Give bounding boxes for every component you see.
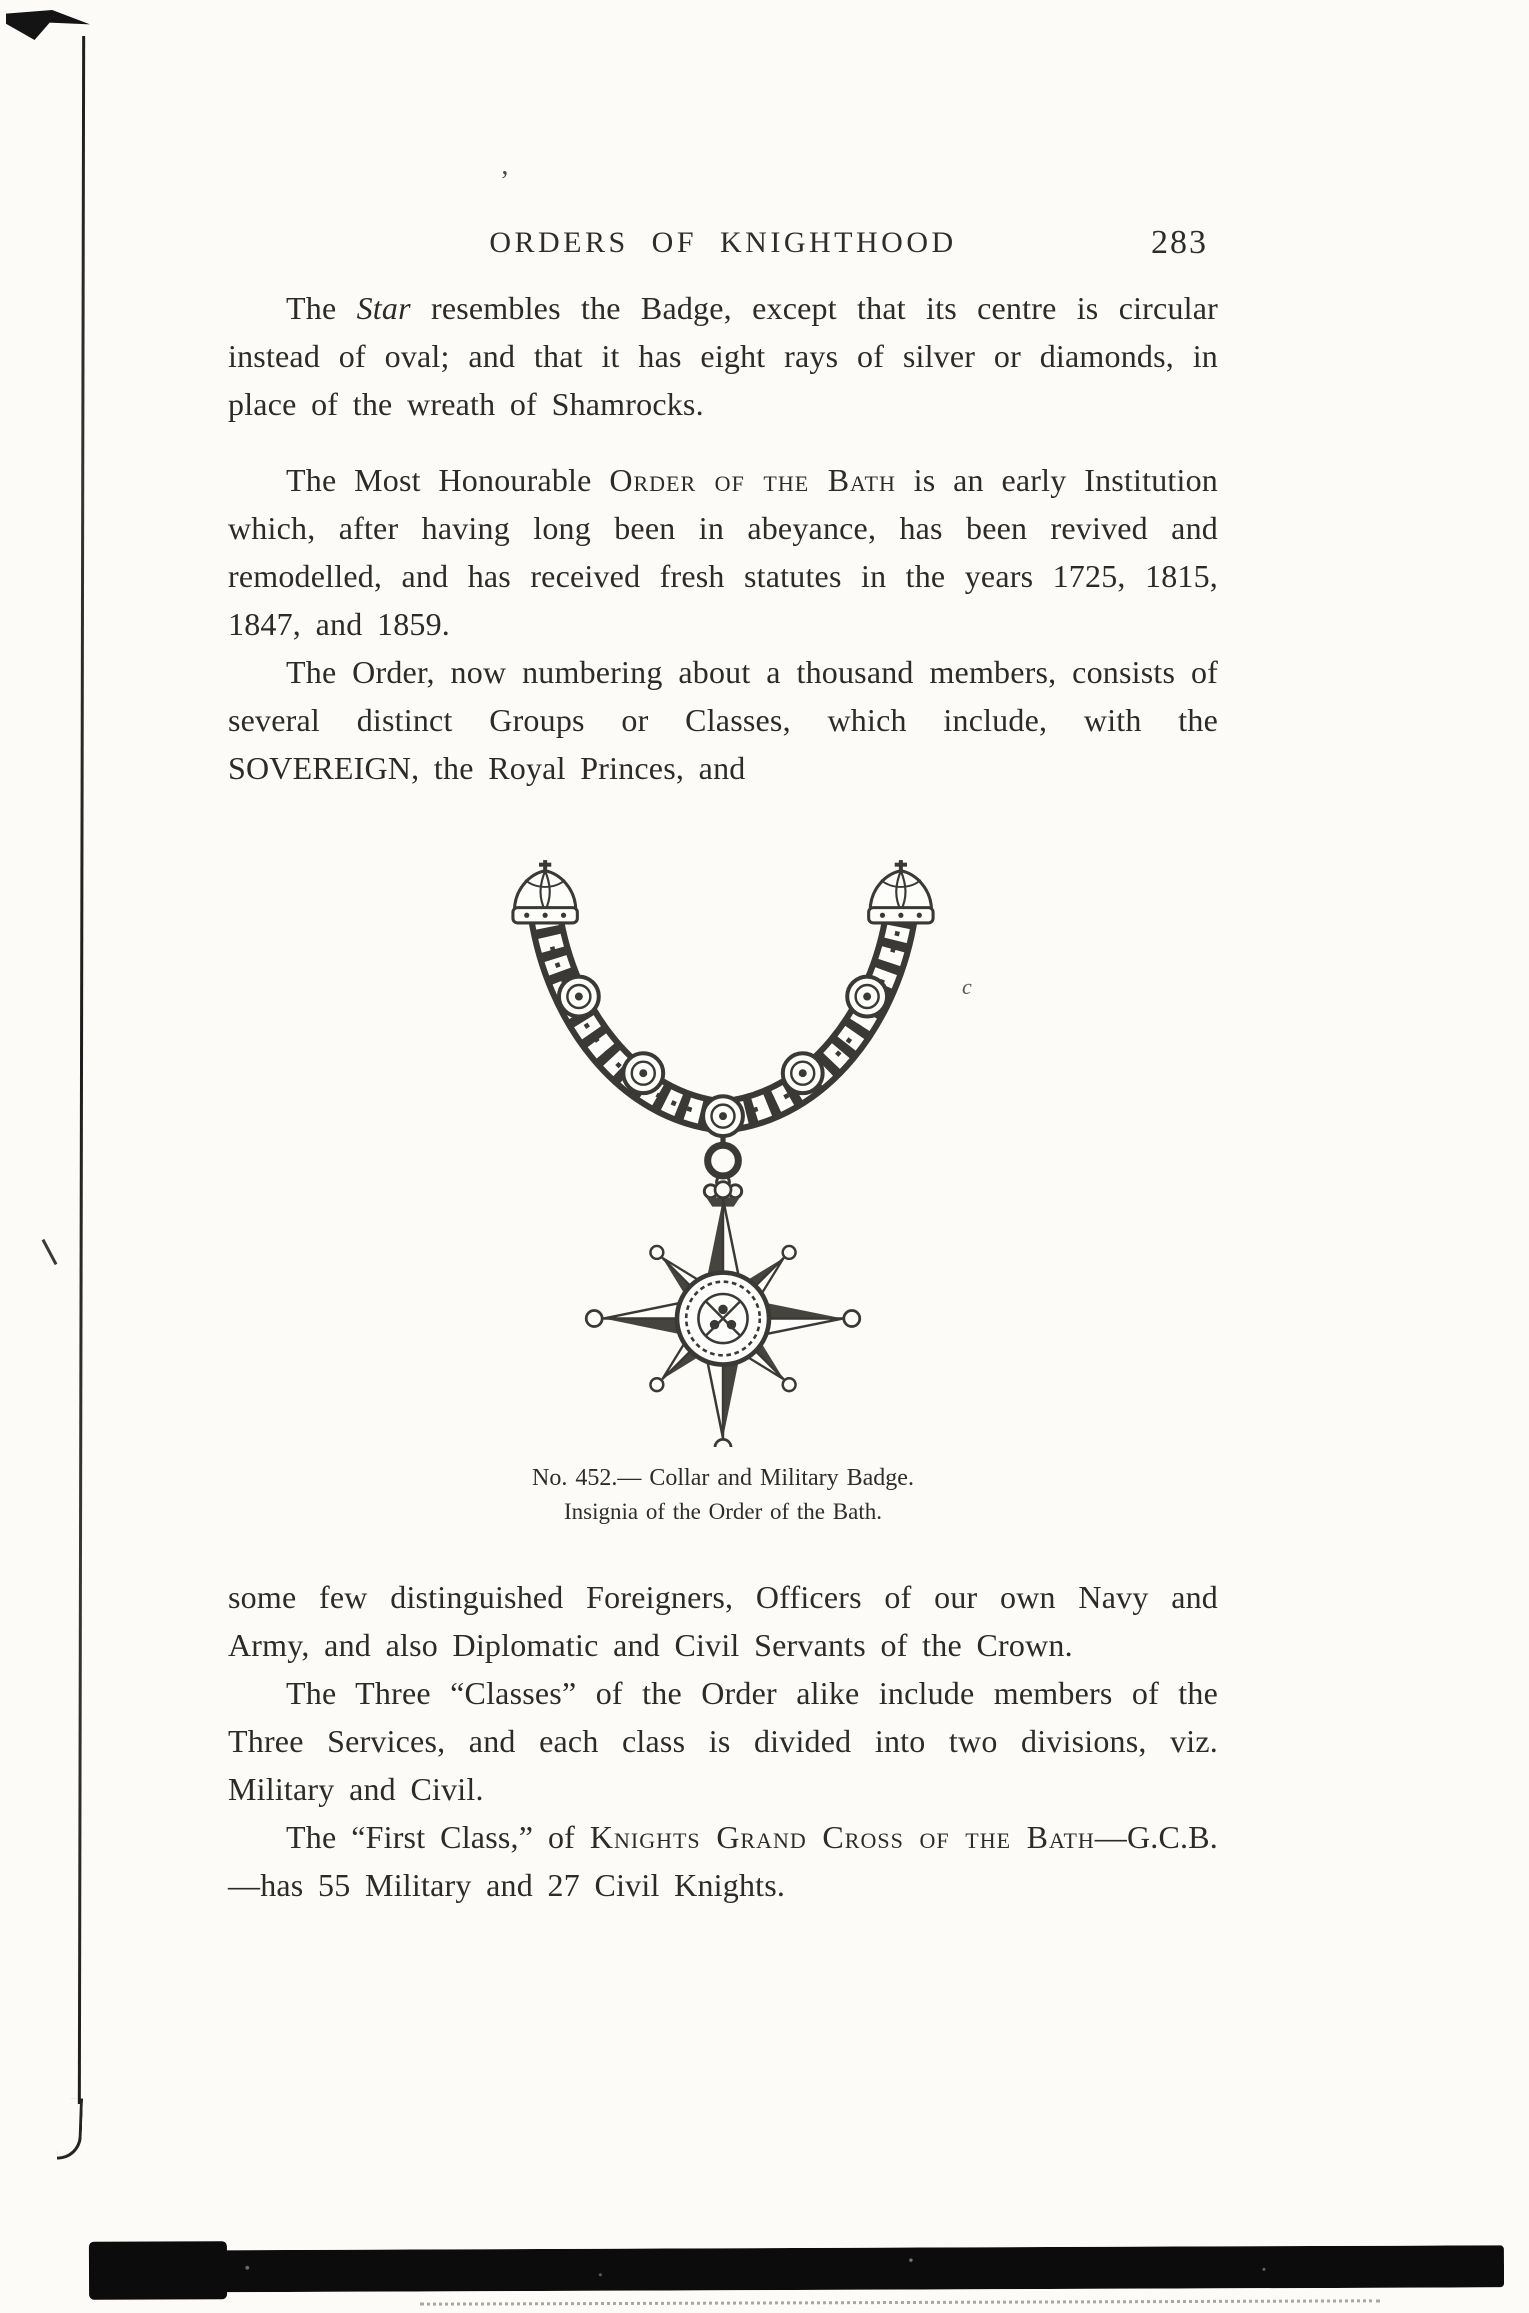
chain-knot [703, 1096, 743, 1136]
scan-artifact-left-edge-hook [57, 2098, 83, 2161]
paragraph-star [228, 284, 1218, 428]
scan-artifact-left-tick [42, 1239, 58, 1265]
page-header [228, 226, 1218, 260]
paragraph-foreigners-text: some few distinguished Foreigners, Officers of our own Navy and Army, and also Diplomatic and Civil Servants of the Crown. [228, 1579, 1218, 1664]
crown-right-icon [869, 860, 933, 923]
page-content [228, 226, 1218, 1909]
chain-knot [847, 977, 887, 1017]
paragraph-order-lead: The Most Honourable [286, 462, 610, 498]
scan-speck-c: c [962, 974, 972, 999]
paragraph-order-smallcaps: Order of the Bath [609, 462, 896, 498]
paragraph-foreigners [228, 1573, 1218, 1669]
paragraph-star-lead: The [286, 290, 357, 326]
pendant-badge [586, 1135, 860, 1448]
page-number: 283 [1151, 224, 1208, 261]
figure-caption-line1: No. 452.— Collar and Military Badge. [532, 1465, 914, 1492]
paragraph-three-classes [228, 1669, 1218, 1813]
paragraph-members-text: The Order, now numbering about a thousand members, consists of several distinct Groups or Classes, which include, with the SOVEREIGN, the Royal Princes, and [228, 654, 1218, 786]
scan-artifact-left-edge-line [78, 36, 85, 2104]
scan-artifact-bottom-bar [92, 2245, 1504, 2292]
figure-caption [443, 1461, 1003, 1529]
figure-caption-line2: Insignia of the Order of the Bath. [564, 1499, 882, 1525]
pendant-ring [708, 1145, 739, 1176]
paragraph-first-class-lead: The “First Class,” of [286, 1819, 590, 1856]
chain-knot [623, 1053, 663, 1093]
paragraph-order-of-bath [228, 456, 1218, 648]
paragraph-three-classes-text: The Three “Classes” of the Order alike include members of the Three Services, and each class is divided into two divisions, viz. Military and Civil. [228, 1675, 1218, 1808]
crown-left-icon [513, 860, 577, 923]
paragraph-order-rest: is an early Institution which, after having long been in abeyance, has been revived and remodelled, and has received fresh statutes in the years 1725, 1815, 1847, and 1859. [228, 462, 1218, 642]
paragraph-star-rest: resembles the Badge, except that its centre is circular instead of oval; and that it has eight rays of silver or diamonds, in place of the wreath of Shamrocks. [228, 290, 1218, 422]
scan-speck-apostrophe: ’ [500, 166, 510, 197]
badge-star [586, 1182, 860, 1448]
collar-and-badge-illustration [447, 834, 999, 1447]
paragraph-first-class [228, 1813, 1218, 1909]
paragraph-first-class-rest: —G.C.B.—has 55 Military and 27 Civil Knights. [228, 1819, 1218, 1904]
scan-artifact-bottom-dots [420, 2299, 1380, 2305]
collar-chain [545, 914, 901, 1136]
paragraph-star-italic: Star [356, 290, 411, 326]
scan-artifact-corner-mark [6, 10, 90, 40]
chain-knot [783, 1053, 823, 1093]
paragraph-members [228, 648, 1218, 792]
running-title: ORDERS OF KNIGHTHOOD [489, 226, 957, 259]
paragraph-first-class-smallcaps: Knights Grand Cross of the Bath [589, 1819, 1095, 1856]
figure-order-of-the-bath [443, 834, 1003, 1529]
chain-knot [559, 977, 599, 1017]
